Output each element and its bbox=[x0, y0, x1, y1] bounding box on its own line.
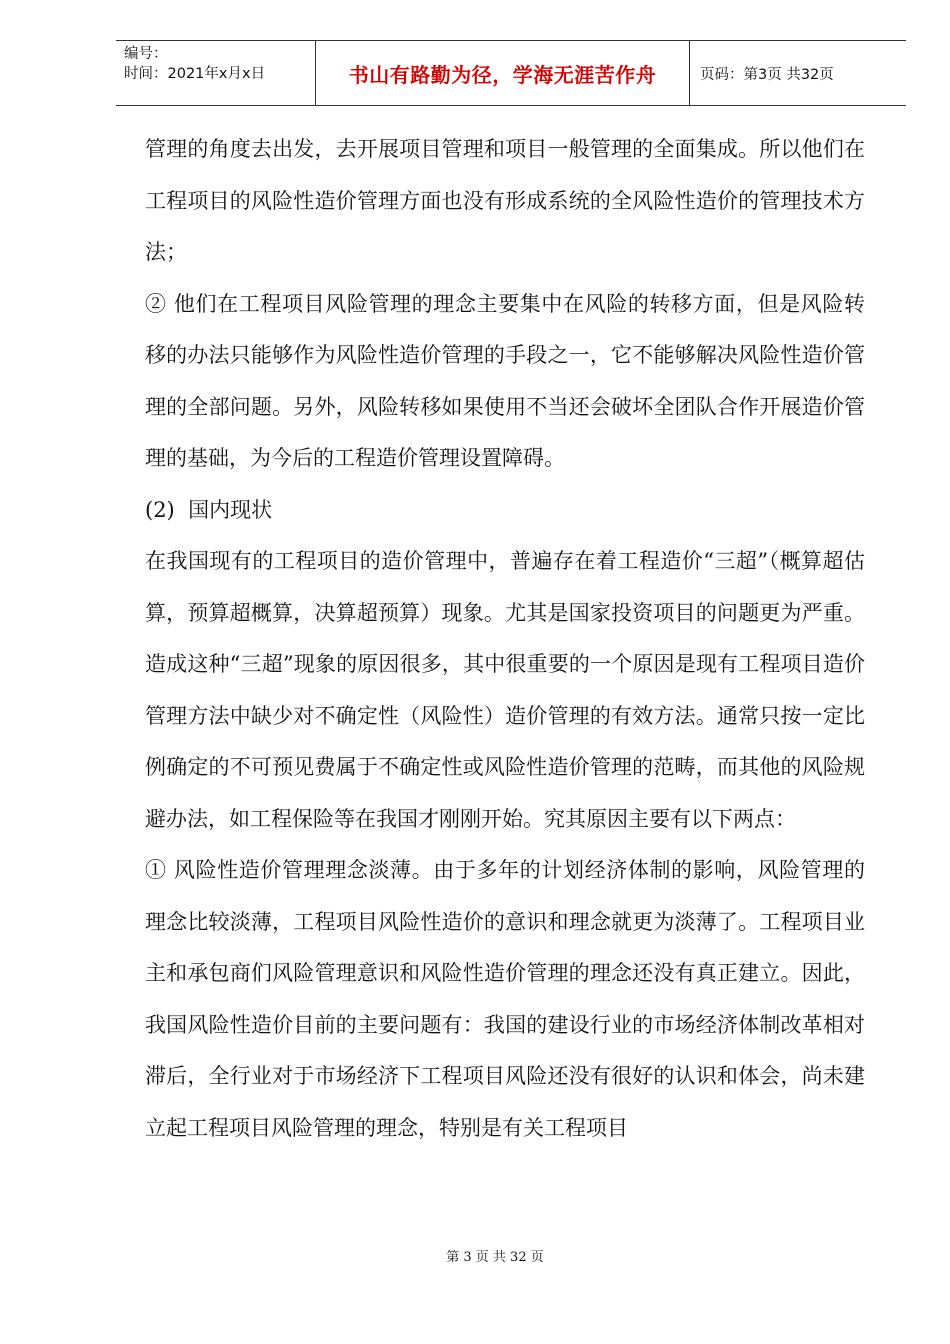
paragraph-1: 管理的角度去出发，去开展项目管理和项目一般管理的全面集成。所以他们在工程项目的风险性造价管理方面也没有形成系统的全风险性造价的管理技术方法； bbox=[145, 137, 865, 264]
body-text bbox=[145, 124, 865, 1154]
paragraph-2: ② 他们在工程项目风险管理的理念主要集中在风险的转移方面，但是风险转移的办法只能够作为风险性造价管理的手段之一，它不能够解决风险性造价管理的全部问题。另外，风险转移如果使用不当还会破坏全团队合作开展造价管理的基础，为今后的工程造价管理设置障碍。 bbox=[145, 291, 865, 470]
paragraph-4: ① 风险性造价管理理念淡薄。由于多年的计划经济体制的影响，风险管理的理念比较淡薄，工程项目风险性造价的意识和理念就更为淡薄了。工程项目业主和承包商们风险管理意识和风险性造价管理的理念还没有真正建立。因此，我国风险性造价目前的主要问题有：我国的建设行业的市场经济体制改革相对滞后，全行业对于市场经济下工程项目风险还没有很好的认识和体会，尚未建立起工程项目风险管理的理念，特别是有关工程项目 bbox=[145, 858, 865, 1140]
header-page-info: 页码：第3页 共32页 bbox=[700, 66, 834, 83]
page-footer: 第 3 页 共 32 页 bbox=[446, 1250, 544, 1265]
paragraph-3: 在我国现有的工程项目的造价管理中，普遍存在着工程造价“三超”（概算超估算，预算超概算，决算超预算）现象。尤其是国家投资项目的问题更为严重。造成这种“三超”现象的原因很多，其中很重要的一个原因是现有工程项目造价管理方法中缺少对不确定性（风险性）造价管理的有效方法。通常只按一定比例确定的不可预见费属于不确定性或风险性造价管理的范畴，而其他的风险规避办法，如工程保险等在我国才刚刚开始。究其原因主要有以下两点： bbox=[145, 549, 865, 831]
section-heading: (2) 国内现状 bbox=[145, 497, 273, 522]
number-label: 编号： bbox=[124, 46, 168, 62]
header-motto: 书山有路勤为径，学海无涯苦作舟 bbox=[316, 41, 690, 105]
page-header bbox=[116, 40, 906, 106]
time-label: 时间：2021年x月x日 bbox=[124, 66, 266, 82]
header-meta bbox=[116, 41, 316, 105]
